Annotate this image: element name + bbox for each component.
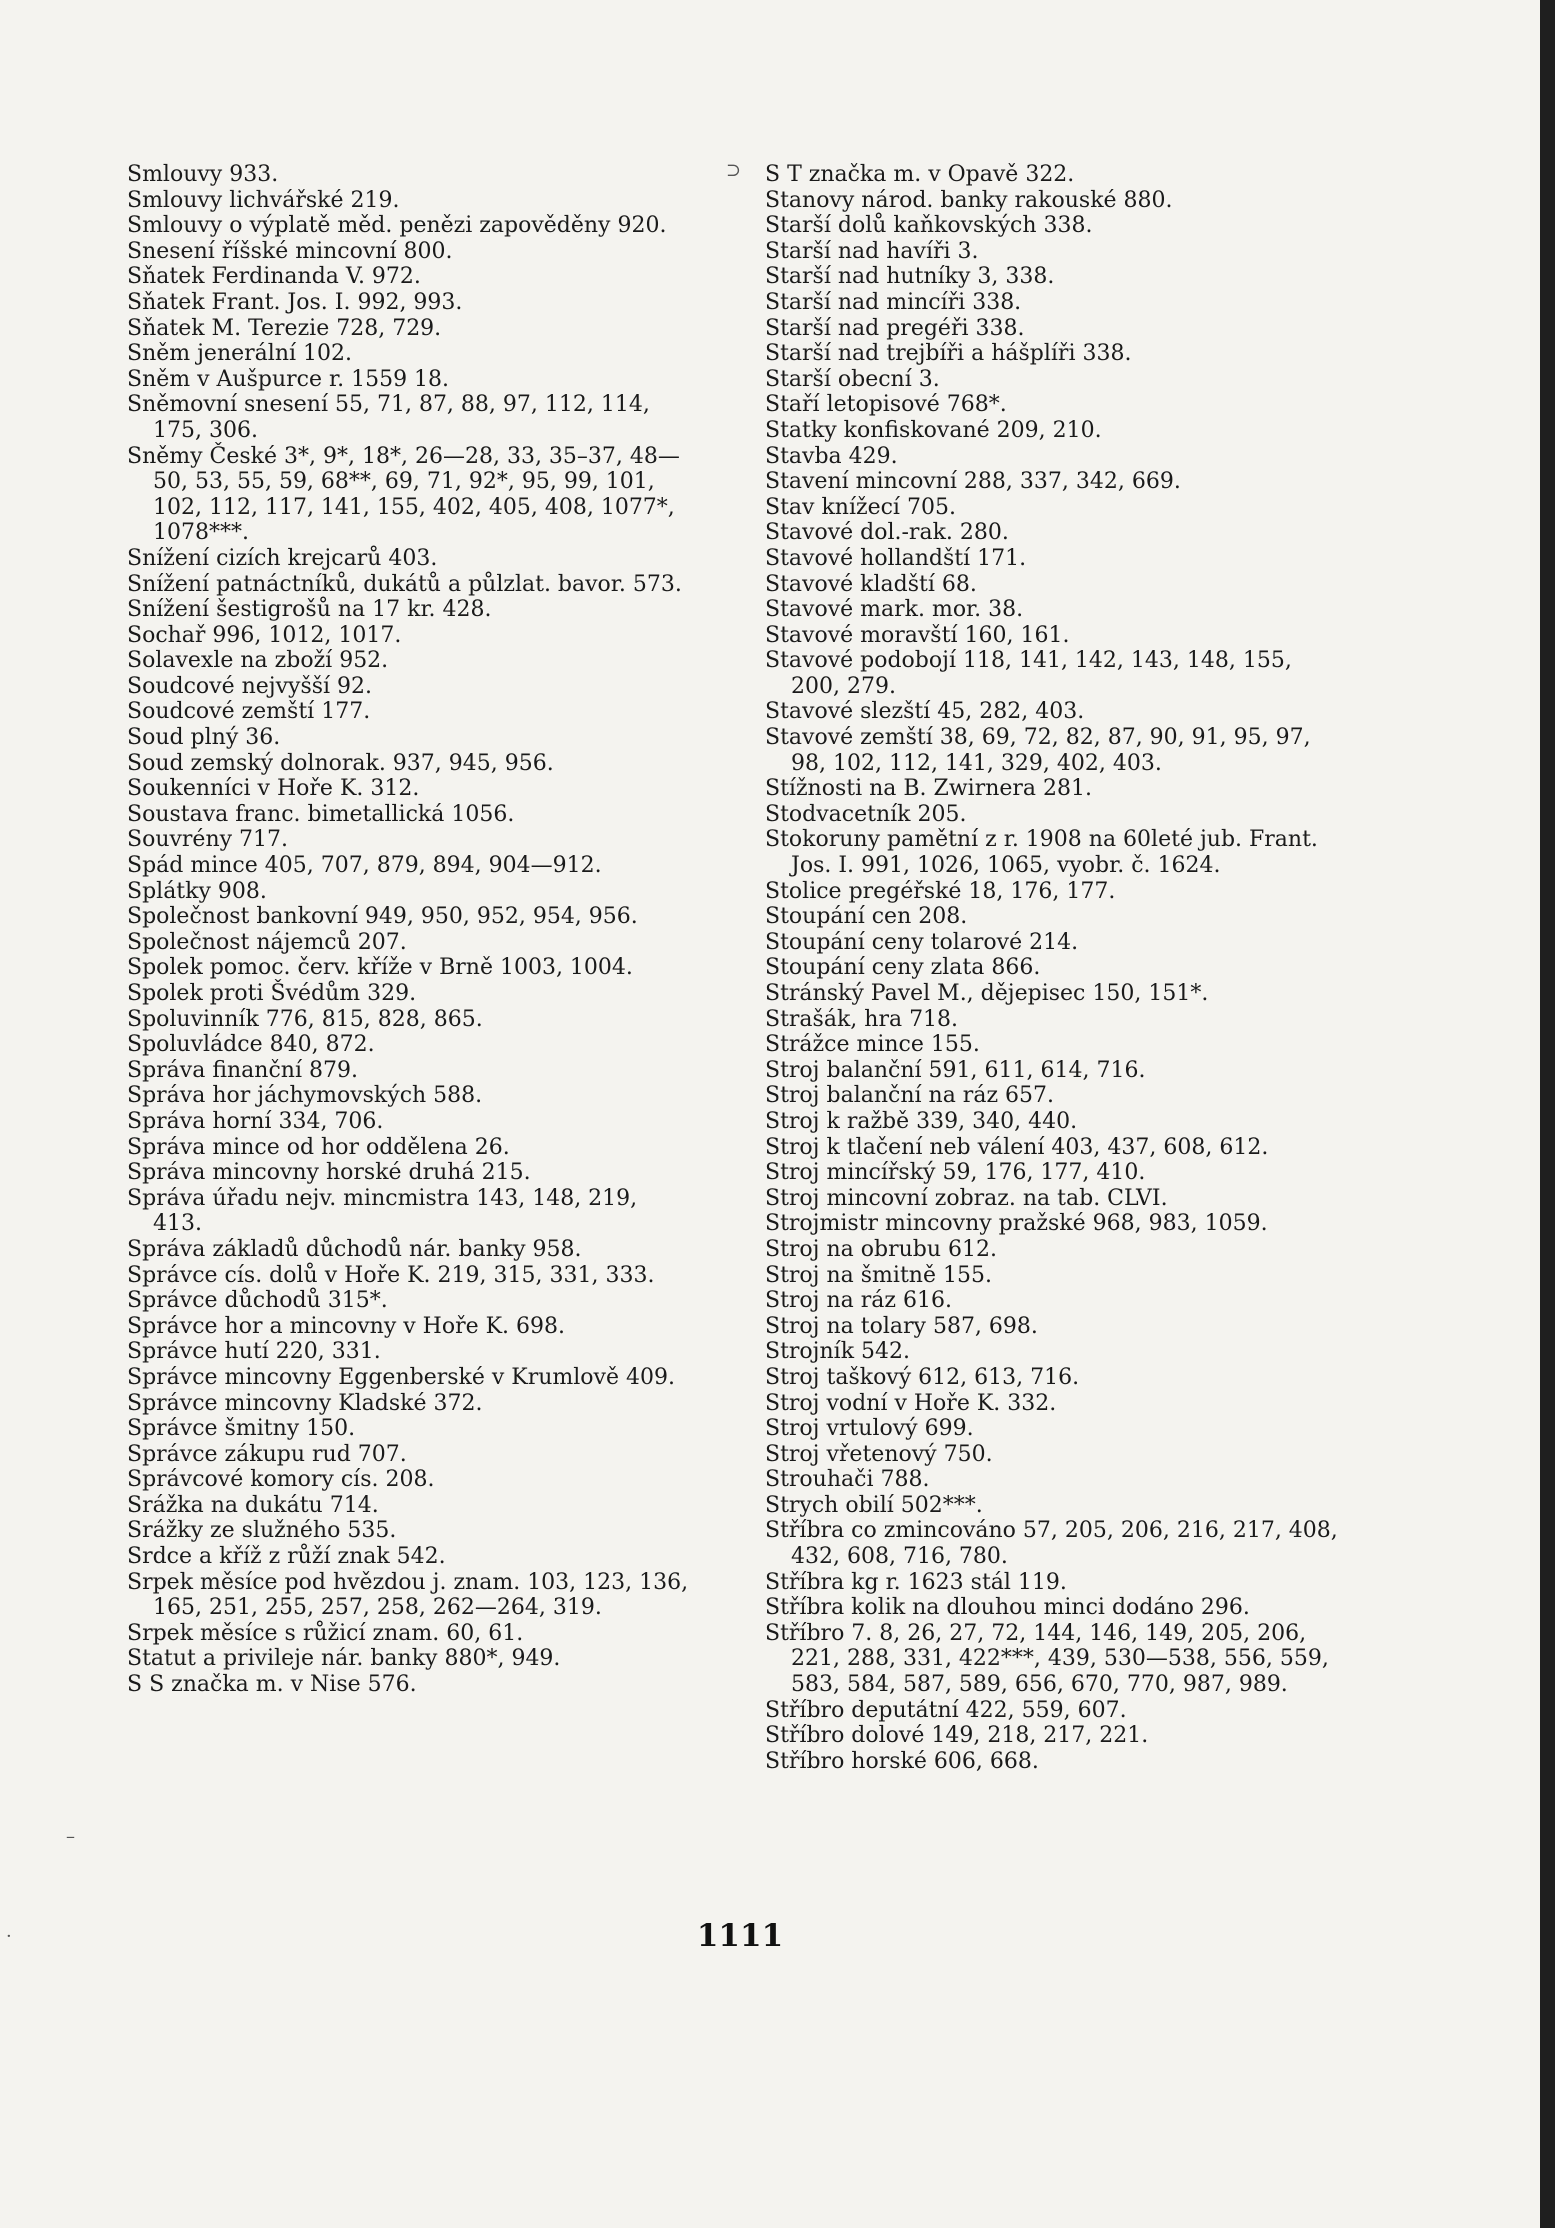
index-entry: Staří letopisové 768*. [765,392,1007,418]
index-entry: Stavové hollandští 171. [765,545,1027,571]
index-entry: Spoluvinník 776, 815, 828, 865. [127,1006,483,1032]
index-entry: Srpek měsíce s růžicí znam. 60, 61. [127,1620,524,1646]
index-entry: Sněm v Aušpurce r. 1559 18. [127,366,450,392]
index-entry: Sňatek Ferdinanda V. 972. [127,264,421,290]
index-entry: Spoluvládce 840, 872. [127,1032,375,1058]
index-entry: Stříbra kolik na dlouhou minci dodáno 296. [765,1595,1250,1621]
index-entry: Správa mincovny horské druhá 215. [127,1160,531,1186]
index-entry: Strouhači 788. [765,1467,930,1493]
index-entry: Snížení patnáctníků, dukátů a půlzlat. bavor. 573. [127,571,682,597]
index-entry: Soukenníci v Hoře K. 312. [127,776,420,802]
index-entry: Spád mince 405, 707, 879, 894, 904—912. [127,853,602,879]
index-entry: Stavové mark. mor. 38. [765,597,1024,623]
index-entry: Sňatek M. Terezie 728, 729. [127,315,442,341]
index-entry: Stavení mincovní 288, 337, 342, 669. [765,469,1181,495]
index-entry: Snesení říšské mincovní 800. [127,238,453,264]
index-entry: Stavové slezští 45, 282, 403. [765,699,1085,725]
index-entry: Správa finanční 879. [127,1057,358,1083]
index-entry: Sněm jenerální 102. [127,341,352,367]
margin-dot: · [6,1926,12,1947]
index-entry: Stavové zemští 38, 69, 72, 82, 87, 90, 91, 95, 97, 98, 102, 112, 141, 329, 402, 403. [765,725,1311,776]
index-entry: Stříbro horské 606, 668. [765,1748,1039,1774]
index-entry: Soudcové zemští 177. [127,699,371,725]
margin-mark: ⊃ [726,160,742,181]
index-entry: Stroj mincovní zobraz. na tab. CLVI. [765,1185,1168,1211]
index-entry: Statky konfiskované 209, 210. [765,417,1102,443]
index-entry: Stroj na šmitně 155. [765,1262,992,1288]
index-entry: Soud zemský dolnorak. 937, 945, 956. [127,750,554,776]
index-entry: Správce mincovny Kladské 372. [127,1390,483,1416]
index-entry: Spolek proti Švédům 329. [127,981,417,1006]
index-entry: Stavba 429. [765,443,898,469]
index-entry: S T značka m. v Opavě 322. [765,162,1075,187]
index-entry: Správa horní 334, 706. [127,1108,384,1134]
index-entry: Společnost bankovní 949, 950, 952, 954, 956. [127,904,638,930]
index-entry: Spolek pomoc. červ. kříže v Brně 1003, 1004. [127,955,633,981]
margin-dash: – [66,1826,75,1847]
index-entry: Správce šmitny 150. [127,1416,356,1442]
index-entry: Strážce mince 155. [765,1032,980,1058]
index-entry: Stoupání ceny zlata 866. [765,955,1041,981]
index-entry: Starší obecní 3. [765,366,940,392]
index-entry: Solavexle na zboží 952. [127,648,389,674]
index-entry: Strych obilí 502***. [765,1492,983,1518]
index-entry: Stroj vrtulový 699. [765,1416,974,1442]
index-entry: Smlouvy o výplatě měd. penězi zapověděny 920. [127,213,667,239]
index-entry: Stříbro dolové 149, 218, 217, 221. [765,1723,1149,1749]
index-entry: Stroj na obrubu 612. [765,1236,998,1262]
index-entry: Správcové komory cís. 208. [127,1467,435,1493]
index-entry: Stoupání cen 208. [765,904,968,930]
index-entry: Strašák, hra 718. [765,1006,959,1032]
index-entry: Stroj k ražbě 339, 340, 440. [765,1108,1078,1134]
index-entry: Stroj balanční 591, 611, 614, 716. [765,1057,1146,1083]
index-entry: Stavové podobojí 118, 141, 142, 143, 148, 155, 200, 279. [765,648,1292,699]
index-entry: Stroj mincířský 59, 176, 177, 410. [765,1160,1146,1186]
index-entry: Starší nad hutníky 3, 338. [765,264,1055,290]
index-entry: Stokoruny pamětní z r. 1908 na 60leté jub. Frant. Jos. I. 991, 1026, 1065, vyobr. č. 1624. [765,827,1318,879]
index-entry: Starší nad pregéři 338. [765,315,1025,341]
index-entry: Společnost nájemců 207. [127,929,407,955]
index-entry: Soustava franc. bimetallická 1056. [127,801,515,827]
index-entry: Smlouvy lichvářské 219. [127,187,400,213]
index-entry: S S značka m. v Nise 576. [127,1672,417,1698]
index-entry: Správce mincovny Eggenberské v Krumlově 409. [127,1364,675,1390]
index-entry: Správa hor jáchymovských 588. [127,1083,483,1109]
index-entry: Starší dolů kaňkovských 338. [765,213,1093,239]
index-entry: Stanovy národ. banky rakouské 880. [765,187,1173,213]
index-entry: Stříbra co zmincováno 57, 205, 206, 216, 217, 408, 432, 608, 716, 780. [765,1518,1338,1570]
index-entry: Stroj balanční na ráz 657. [765,1083,1055,1109]
index-entry: Stav knížecí 705. [765,494,956,520]
index-entry: Stříbro deputátní 422, 559, 607. [765,1697,1127,1723]
index-entry: Stroj na ráz 616. [765,1288,952,1314]
index-entry: Správa mince od hor oddělena 26. [127,1134,510,1160]
index-entry: Starší nad mincíři 338. [765,289,1022,315]
index-entry: Srážka na dukátu 714. [127,1492,379,1518]
index-entry: Soudcové nejvyšší 92. [127,673,373,699]
index-entry: Stroj na tolary 587, 698. [765,1313,1038,1339]
index-entry: Stroj vřetenový 750. [765,1441,993,1467]
index-entry: Statut a privileje nár. banky 880*, 949. [127,1646,561,1672]
index-entry: Sněmovní snesení 55, 71, 87, 88, 97, 112, 114, 175, 306. [127,392,650,443]
index-entry: Souvrény 717. [127,827,289,853]
index-column-left [127,162,692,1698]
index-entry: Správa úřadu nejv. mincmistra 143, 148, 219, 413. [127,1185,638,1237]
index-entry: Srážky ze služného 535. [127,1518,397,1544]
page-number: 1111 [696,1918,784,1954]
index-entry: Smlouvy 933. [127,162,279,187]
index-entry: Stoupání ceny tolarové 214. [765,929,1079,955]
index-entry: Snížení cizích krejcarů 403. [127,545,438,571]
index-entry: Starší nad trejbíři a hášplíři 338. [765,341,1132,367]
index-entry: Stavové moravští 160, 161. [765,622,1070,648]
index-entry: Sochař 996, 1012, 1017. [127,622,402,648]
index-entry: Soud plný 36. [127,725,281,751]
index-entry: Stříbro 7. 8, 26, 27, 72, 144, 146, 149, 205, 206, 221, 288, 331, 422***, 439, 530—538, 556, 559, 583, 584, 587, 589, 656, 670, 770, 987, 989. [765,1620,1329,1698]
index-entry: Srdce a kříž z růží znak 542. [127,1544,446,1570]
index-entry: Stavové dol.-rak. 280. [765,520,1009,546]
index-entry: Stříbra kg r. 1623 stál 119. [765,1569,1067,1595]
index-entry: Stránský Pavel M., dějepisec 150, 151*. [765,981,1209,1006]
scan-edge [1540,0,1555,2228]
index-entry: Správce zákupu rud 707. [127,1441,407,1467]
index-entry: Strojmistr mincovny pražské 968, 983, 1059. [765,1211,1268,1237]
index-entry: Starší nad havíři 3. [765,238,979,264]
index-entry: Strojník 542. [765,1339,911,1365]
index-entry: Stížnosti na B. Zwirnera 281. [765,776,1093,802]
index-entry: Stavové kladští 68. [765,571,977,597]
index-entry: Stroj vodní v Hoře K. 332. [765,1390,1057,1416]
index-entry: Stodvacetník 205. [765,801,967,827]
index-entry: Splátky 908. [127,878,267,904]
index-entry: Správa základů důchodů nár. banky 958. [127,1236,582,1262]
index-entry: Sněmy České 3*, 9*, 18*, 26—28, 33, 35–37, 48—50, 53, 55, 59, 68**, 69, 71, 92*, 95, 99, 101, 102, 112, 117, 141, 155, 402, 405, 408, 1077*, 1078***. [127,443,680,546]
index-entry: Stolice pregéřské 18, 176, 177. [765,878,1116,904]
index-entry: Snížení šestigrošů na 17 kr. 428. [127,597,492,623]
index-entry: Srpek měsíce pod hvězdou j. znam. 103, 123, 136, 165, 251, 255, 257, 258, 262—264, 319. [127,1569,689,1621]
index-entry: Správce hor a mincovny v Hoře K. 698. [127,1313,566,1339]
index-entry: Stroj k tlačení neb válení 403, 437, 608, 612. [765,1134,1269,1160]
index-entry: Stroj taškový 612, 613, 716. [765,1364,1080,1390]
index-entry: Správce hutí 220, 331. [127,1339,381,1365]
index-entry: Sňatek Frant. Jos. I. 992, 993. [127,289,463,315]
index-entry: Správce důchodů 315*. [127,1288,388,1314]
index-entry: Správce cís. dolů v Hoře K. 219, 315, 331, 333. [127,1262,655,1288]
index-column-right [765,162,1340,1774]
